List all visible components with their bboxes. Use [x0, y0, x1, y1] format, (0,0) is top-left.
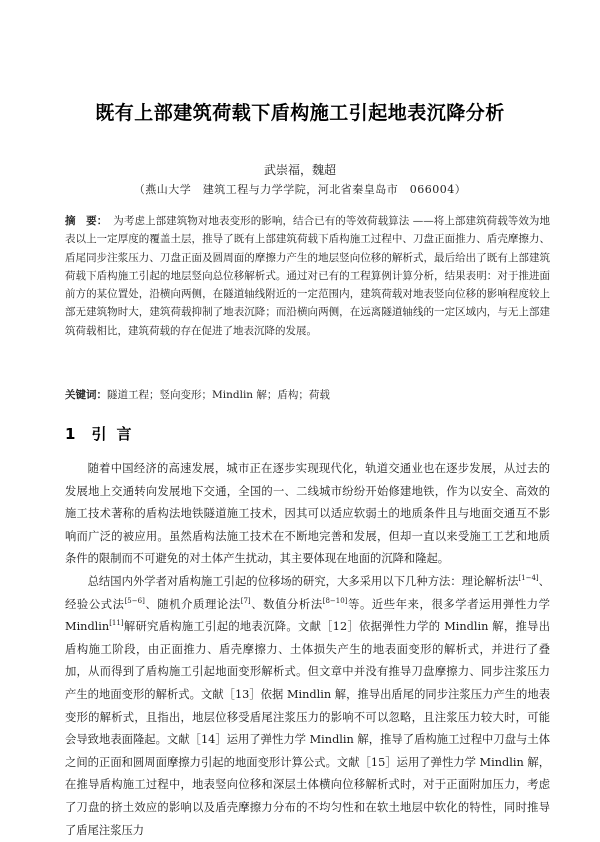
citation-ref: [11] — [109, 619, 124, 628]
citation-ref: [5−6] — [124, 596, 145, 605]
paper-affiliation: （燕山大学 建筑工程与力学学院，河北省秦皇岛市 066004） — [133, 183, 467, 196]
keywords — [65, 386, 550, 404]
body-text — [65, 458, 550, 842]
paragraph-2-part: 、数值分析法 — [250, 597, 323, 611]
abstract — [65, 212, 550, 340]
paragraph-1: 随着中国经济的高速发展，城市正在逐步实现现代化，轨道交通业也在逐步发展，从过去的发展地上交通转向发展地下交通，全国的一、二线城市纷纷开始修建地铁，作为以安全、高效的施工技术著称的盾构法地铁隧道施工技术，因其可以适应软弱土的地质条件且与地面交通互不影响而广泛的被应用。虽然盾构法施工技术在不断地完善和发展，但却一直以来受施工工艺和地质条件的限制而不可避免的对土体产生扰动，其主要体现在地面的沉降和隆起。 — [65, 462, 550, 566]
paragraph-2-part: 等。近些年来，很多学者运用弹性力学 Mindlin — [65, 597, 550, 634]
keywords-label: 关键词： — [65, 389, 107, 401]
keywords-text: 隧道工程；竖向变形；Mindlin 解；盾构；荷载 — [107, 389, 330, 401]
abstract-text: 为考虑上部建筑物对地表变形的影响，结合已有的等效荷载算法 ——将上部建筑荷载等效为地表以上一定厚度的覆盖土层，推导了既有上部建筑荷载下盾构施工过程中、刀盘正面推力、盾壳摩擦力、盾尾同步注浆压力、刀盘正面及圆周面的摩擦力产生的地层竖向位移的解析式，最后给出了既有上部建筑荷载下盾构施工引起的地层竖向总位移解析式。通过对已有的工程算例计算分析，结果表明：对于推进面前方的某位置处，沿横向两侧，在隧道轴线附近的一定范围内，建筑荷载对地表竖向位移的影响程度较上部无建筑物时大，建筑荷载抑制了地表沉降；而沿横向两侧，在远离隧道轴线的一定区域内，与无上部建筑荷载相比，建筑荷载的存在促进了地表沉降的发展。 — [65, 215, 551, 337]
section-heading — [65, 423, 141, 444]
abstract-label: 摘 要： — [65, 215, 108, 227]
section-number: 1 — [65, 425, 76, 443]
citation-ref: [7] — [240, 596, 251, 605]
paragraph-2-part: 解研究盾构施工引起的地表沉降。文献［12］依据弹性力学的 Mindlin 解，推导出盾构施工阶段，由正面推力、盾壳摩擦力、土体损失产生的地表面变形的解析式，并进行了叠加，从而得到了盾构施工引起地面变形解析式。但文章中并没有推导刀盘摩擦力、同步注浆压力产生的地面变形的解析式。文献［13］依据 Mindlin 解，推导出盾尾的同步注浆压力产生的地表变形的解析式，且指出，地层位移受盾尾注浆压力的影响不可以忽略，且注浆压力较大时，可能会导致地表面隆起。文献［14］运用了弹性力学 Mindlin 解，推导了盾构施工过程中刀盘与土体之间的正面和圆周面摩擦力引起的地面变形计算公式。文献［15］运用了弹性力学 Mindlin 解，在推导盾构施工过程中，地表竖向位移和深层土体横向位移解析式时，对于正面附加压力，考虑了刀盘的挤土效应的影响以及盾壳摩擦力分布的不均匀性和在软土地层中软化的特性，同时推导了盾尾注浆压力 — [65, 620, 550, 837]
paragraph-2-part: 、经验公式法 — [65, 574, 550, 611]
paper-authors: 武崇福，魏超 — [263, 163, 336, 177]
paragraph-2-part: 总结国内外学者对盾构施工引起的位移场的研究，大多采用以下几种方法：理论解析法 — [87, 574, 519, 588]
section-title: 引言 — [91, 425, 142, 443]
paragraph-2 — [65, 571, 550, 842]
citation-ref: [1−4] — [518, 574, 539, 583]
paragraph-2-part: 、随机介质理论法 — [144, 597, 241, 611]
citation-ref: [8−10] — [322, 596, 348, 605]
paper-title: 既有上部建筑荷载下盾构施工引起地表沉降分析 — [95, 102, 505, 124]
